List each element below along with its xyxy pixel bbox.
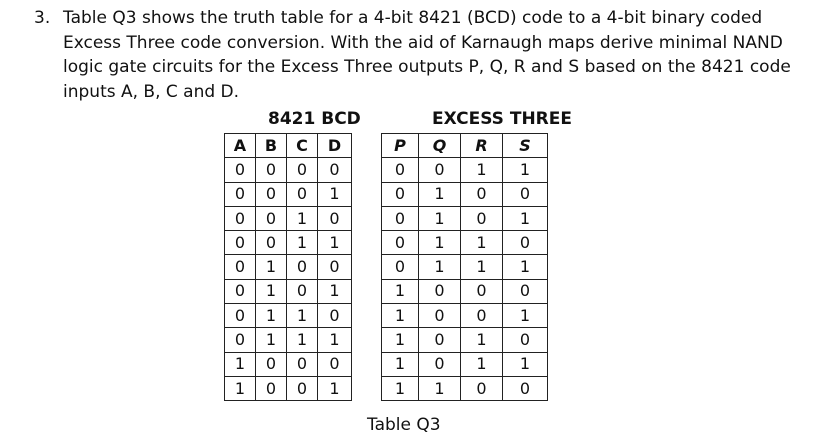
output-cell: 0	[419, 158, 461, 182]
output-cell: 0	[382, 231, 419, 255]
table-row	[225, 328, 548, 352]
output-cell: 1	[419, 231, 461, 255]
output-cell: 1	[461, 328, 503, 352]
table-header-row	[225, 134, 548, 158]
input-cell: 0	[287, 376, 318, 400]
table-row	[225, 304, 548, 328]
output-cell: 0	[461, 206, 503, 230]
input-cell: 0	[318, 206, 352, 230]
input-cell: 0	[225, 158, 256, 182]
column-gap	[352, 376, 382, 400]
output-cell: 0	[419, 304, 461, 328]
output-cell: 1	[503, 206, 548, 230]
input-cell: 0	[256, 206, 287, 230]
input-cell: 1	[225, 376, 256, 400]
output-cell: 0	[419, 328, 461, 352]
output-cell: 0	[382, 206, 419, 230]
truth-table	[224, 133, 548, 401]
table-row	[225, 158, 548, 182]
input-header-cell: C	[287, 134, 318, 158]
output-cell: 1	[419, 182, 461, 206]
output-cell: 1	[382, 304, 419, 328]
table-row	[225, 206, 548, 230]
input-cell: 0	[225, 279, 256, 303]
output-cell: 1	[419, 206, 461, 230]
output-header-cell: P	[382, 134, 419, 158]
input-cell: 1	[318, 279, 352, 303]
column-gap	[352, 352, 382, 376]
output-header-cell: R	[461, 134, 503, 158]
input-cell: 0	[287, 182, 318, 206]
output-cell: 1	[461, 231, 503, 255]
output-cell: 1	[503, 352, 548, 376]
table-row	[225, 376, 548, 400]
input-header-cell: A	[225, 134, 256, 158]
input-header-cell: B	[256, 134, 287, 158]
input-cell: 0	[318, 352, 352, 376]
output-header-cell: Q	[419, 134, 461, 158]
input-cell: 0	[256, 231, 287, 255]
output-cell: 0	[503, 231, 548, 255]
input-cell: 1	[225, 352, 256, 376]
input-cell: 1	[287, 206, 318, 230]
output-cell: 0	[461, 304, 503, 328]
table-row	[225, 231, 548, 255]
question-text	[63, 6, 823, 104]
input-cell: 0	[318, 158, 352, 182]
output-cell: 1	[382, 352, 419, 376]
input-cell: 0	[287, 352, 318, 376]
input-cell: 0	[225, 206, 256, 230]
output-cell: 0	[382, 255, 419, 279]
column-gap	[352, 328, 382, 352]
column-gap	[352, 279, 382, 303]
input-cell: 0	[225, 304, 256, 328]
output-cell: 0	[461, 279, 503, 303]
input-cell: 1	[256, 255, 287, 279]
output-header-cell: S	[503, 134, 548, 158]
input-cell: 0	[256, 352, 287, 376]
input-cell: 1	[318, 231, 352, 255]
output-cell: 0	[461, 376, 503, 400]
input-cell: 0	[225, 328, 256, 352]
table-row	[225, 352, 548, 376]
outputs-group-header: EXCESS THREE	[432, 109, 572, 129]
input-cell: 1	[256, 328, 287, 352]
inputs-group-header: 8421 BCD	[268, 109, 361, 129]
input-cell: 1	[318, 182, 352, 206]
input-cell: 1	[287, 328, 318, 352]
output-cell: 0	[461, 182, 503, 206]
table-row	[225, 279, 548, 303]
input-cell: 1	[256, 304, 287, 328]
column-gap	[352, 206, 382, 230]
input-cell: 0	[287, 279, 318, 303]
output-cell: 0	[419, 352, 461, 376]
table-row	[225, 182, 548, 206]
question-number: 3.	[34, 8, 51, 28]
input-cell: 1	[256, 279, 287, 303]
output-cell: 1	[503, 304, 548, 328]
input-cell: 0	[318, 255, 352, 279]
output-cell: 1	[382, 328, 419, 352]
output-cell: 1	[382, 279, 419, 303]
column-gap	[352, 182, 382, 206]
output-cell: 0	[419, 279, 461, 303]
input-cell: 1	[318, 376, 352, 400]
input-cell: 0	[225, 182, 256, 206]
output-cell: 0	[503, 376, 548, 400]
input-cell: 0	[256, 376, 287, 400]
output-cell: 1	[419, 376, 461, 400]
output-cell: 0	[382, 158, 419, 182]
output-cell: 0	[382, 182, 419, 206]
output-cell: 0	[503, 328, 548, 352]
input-cell: 1	[318, 328, 352, 352]
input-cell: 0	[225, 231, 256, 255]
input-header-cell: D	[318, 134, 352, 158]
output-cell: 0	[503, 182, 548, 206]
table-row	[225, 255, 548, 279]
column-gap	[352, 158, 382, 182]
question-line: inputs A, B, C and D.	[63, 81, 240, 102]
output-cell: 1	[503, 255, 548, 279]
input-cell: 1	[287, 304, 318, 328]
output-cell: 1	[461, 352, 503, 376]
question-line: Table Q3 shows the truth table for a 4-bit 8421 (BCD) code to a 4-bit binary coded	[63, 8, 763, 28]
input-cell: 0	[287, 255, 318, 279]
input-cell: 0	[225, 255, 256, 279]
output-cell: 1	[461, 255, 503, 279]
output-cell: 0	[503, 279, 548, 303]
input-cell: 0	[256, 158, 287, 182]
column-gap	[352, 304, 382, 328]
output-cell: 1	[503, 158, 548, 182]
output-cell: 1	[382, 376, 419, 400]
input-cell: 0	[256, 182, 287, 206]
input-cell: 1	[287, 231, 318, 255]
question-line: logic gate circuits for the Excess Three outputs P, Q, R and S based on the 8421 code	[63, 57, 791, 77]
column-gap	[352, 255, 382, 279]
table-caption: Table Q3	[367, 415, 441, 435]
input-cell: 0	[318, 304, 352, 328]
output-cell: 1	[419, 255, 461, 279]
column-gap	[352, 134, 382, 158]
question-line: Excess Three code conversion. With the aid of Karnaugh maps derive minimal NAND	[63, 32, 783, 53]
output-cell: 1	[461, 158, 503, 182]
input-cell: 0	[287, 158, 318, 182]
column-gap	[352, 231, 382, 255]
